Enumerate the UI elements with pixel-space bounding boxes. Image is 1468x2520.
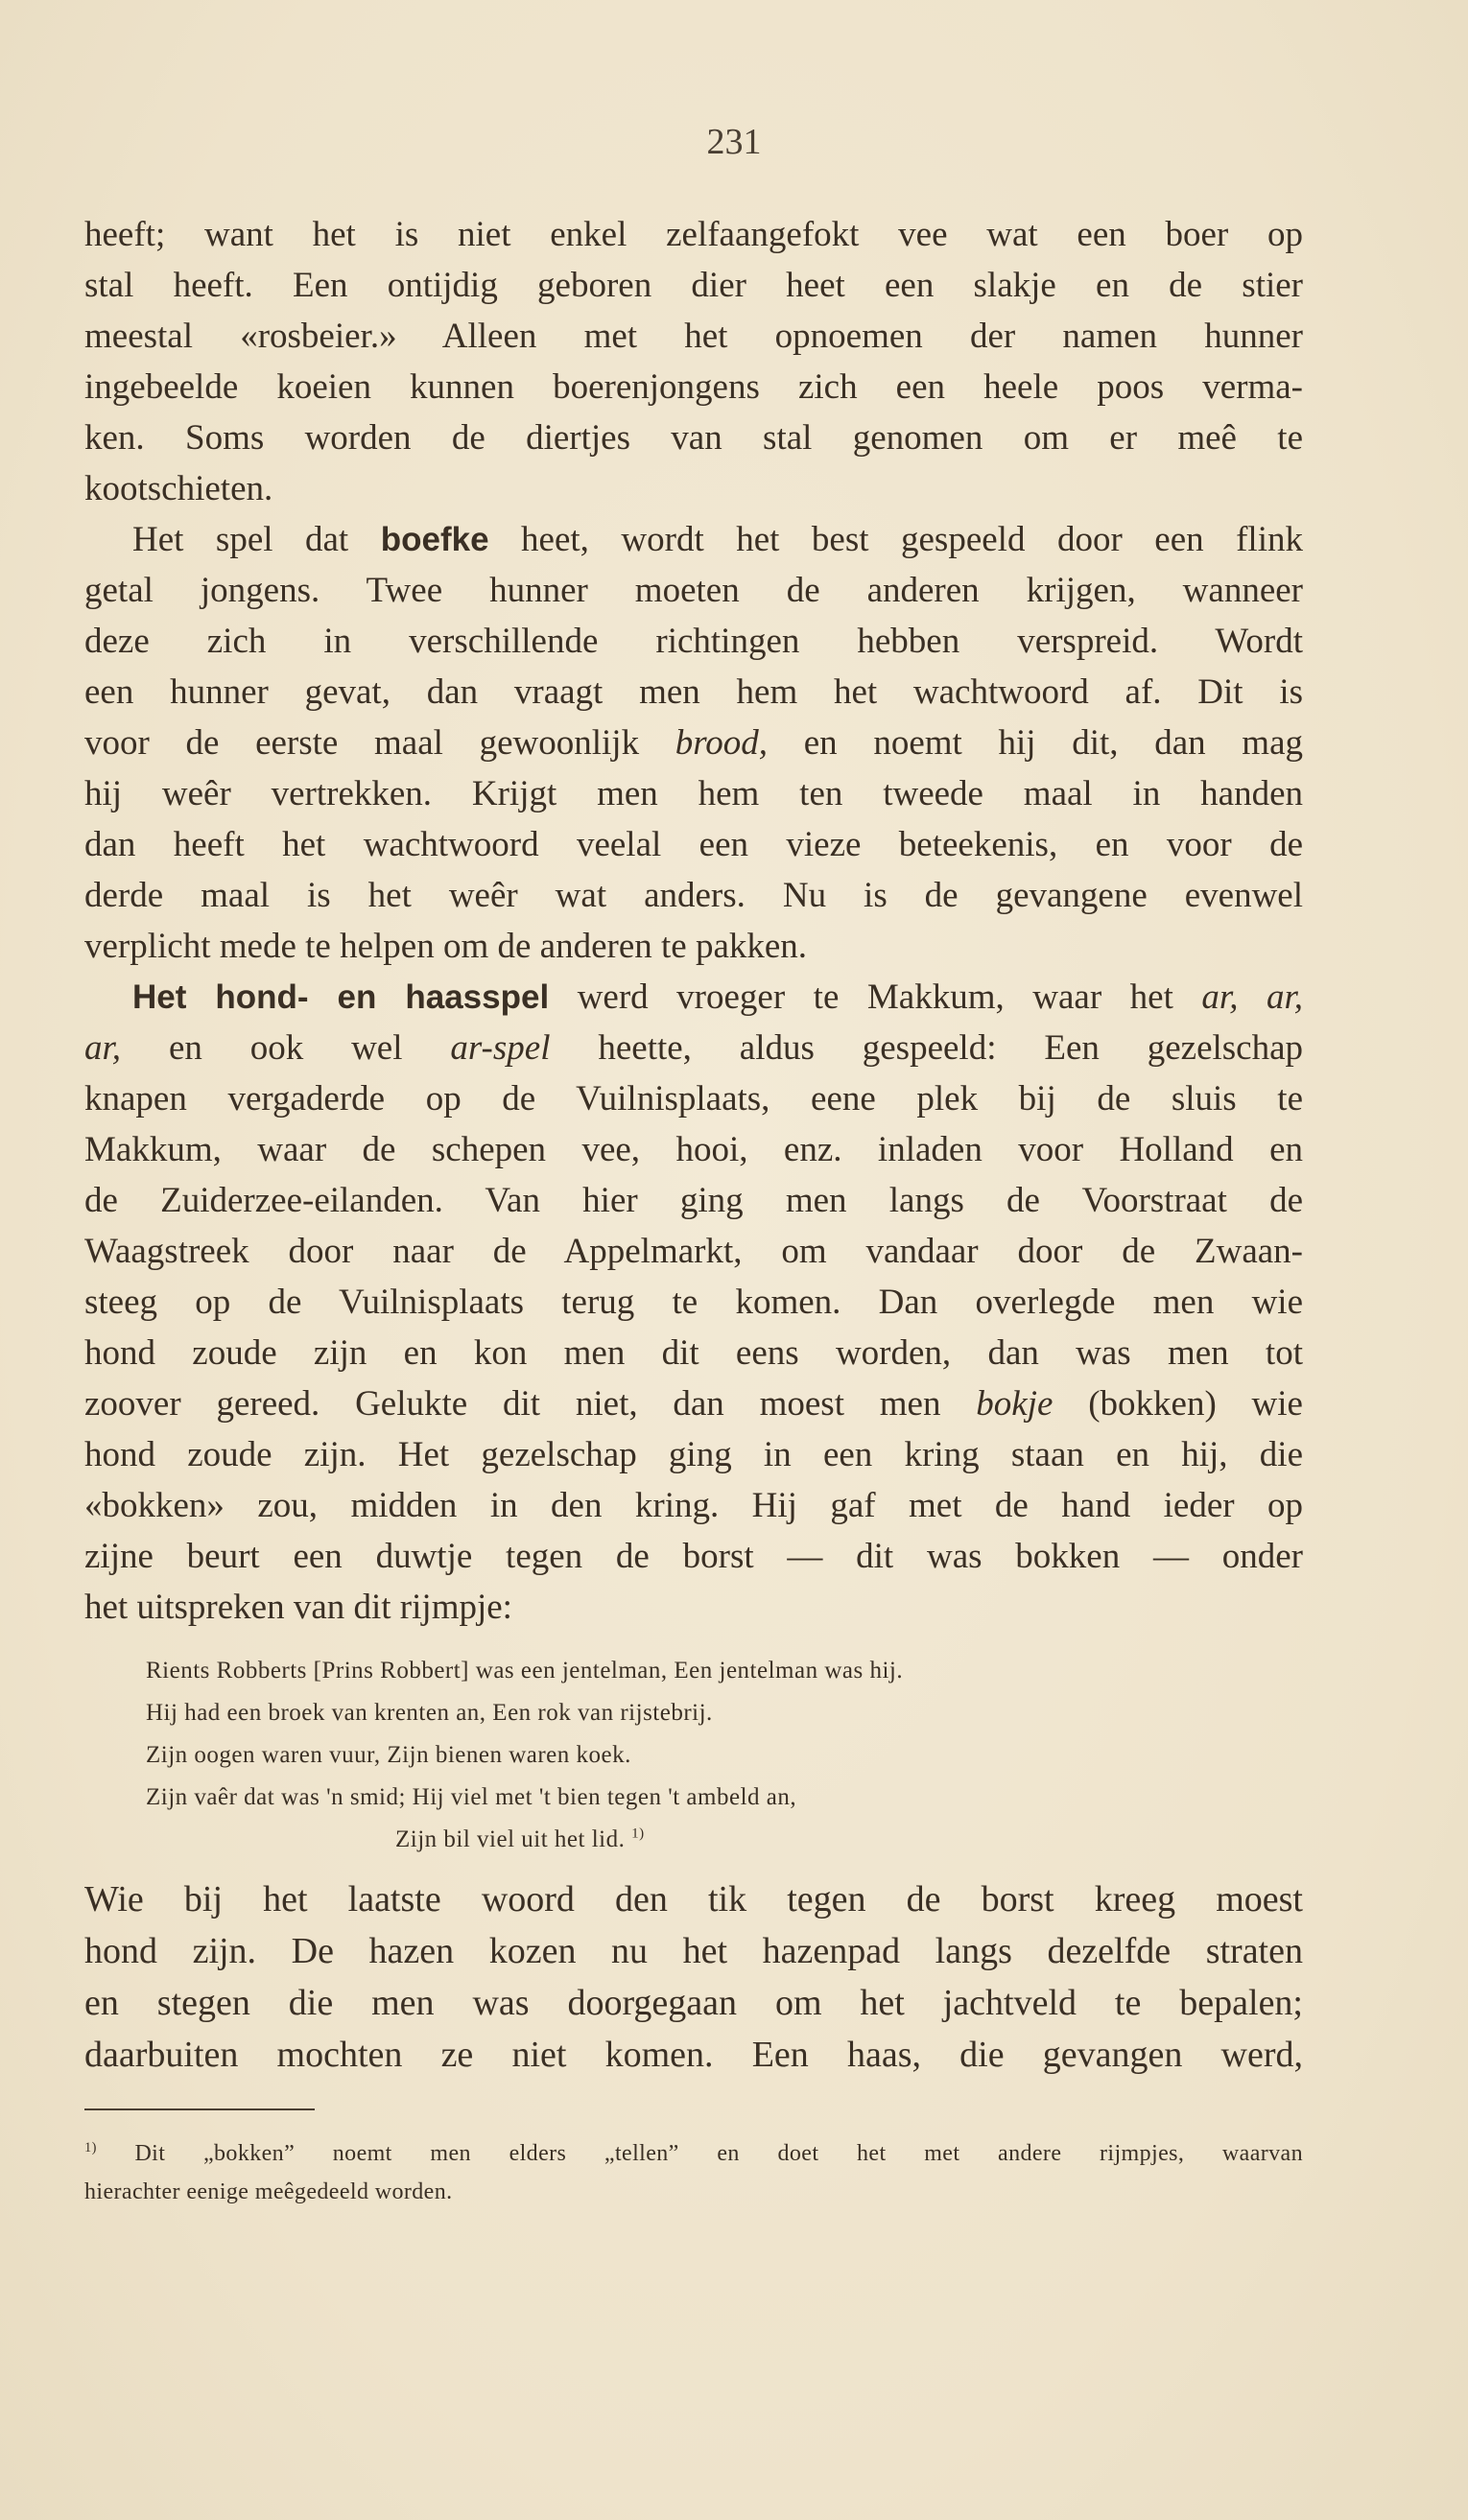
italic-word: ar-spel <box>450 1028 551 1068</box>
text-line: Wie bij het laatste woord den tik tegen de borst kreeg moest <box>84 1879 1303 1919</box>
text-line: knapen vergaderde op de Vuilnisplaats, eene plek bij de sluis te <box>84 1079 1303 1119</box>
text-line: het uitspreken van dit rijmpje: <box>84 1588 512 1627</box>
verse-line: Rients Robberts [Prins Robbert] was een jentelman, Een jentelman was hij. <box>146 1658 904 1684</box>
text-line: deze zich in verschillende richtingen hebben verspreid. Wordt <box>84 622 1303 661</box>
text-line: ingebeelde koeien kunnen boerenjongens zich een heele poos verma- <box>84 367 1303 407</box>
text-line: dan heeft het wachtwoord veelal een vieze beteekenis, en voor de <box>84 825 1303 864</box>
italic-word: bokje <box>976 1384 1054 1424</box>
text-line: verplicht mede te helpen om de anderen te pakken. <box>84 927 808 966</box>
text-line: stal heeft. Een ontijdig geboren dier heet een slakje en de stier <box>84 266 1303 305</box>
footnote-line <box>84 2134 1303 2173</box>
footnote-marker: 1) <box>84 2140 97 2155</box>
verse-line: Zijn vaêr dat was 'n smid; Hij viel met 't bien tegen 't ambeld an, <box>146 1784 797 1810</box>
footnote-line: hierachter eenige meêgedeeld worden. <box>84 2179 453 2204</box>
page-number: 231 <box>706 122 762 162</box>
text-line: een hunner gevat, dan vraagt men hem het wachtwoord af. Dit is <box>84 672 1303 712</box>
text-span: heet, wordt het best gespeeld door een flink <box>521 520 1303 559</box>
text-line <box>84 1378 1303 1429</box>
text-line: heeft; want het is niet enkel zelfaangefokt vee wat een boer op <box>84 215 1303 254</box>
text-line: en stegen die men was doorgegaan om het jachtveld te bepalen; <box>84 1983 1303 2023</box>
text-line: daarbuiten mochten ze niet komen. Een haas, die gevangen werd, <box>84 2035 1303 2075</box>
text-line: meestal «rosbeier.» Alleen met het opnoemen der namen hunner <box>84 317 1303 356</box>
footnote-divider <box>84 2108 315 2110</box>
footnote <box>84 2134 1303 2211</box>
text-line: Waagstreek door naar de Appelmarkt, om vandaar door de Zwaan- <box>84 1232 1303 1271</box>
main-text-block-continued <box>84 1873 1303 2081</box>
text-line: kootschieten. <box>84 469 273 508</box>
text-line: hij weêr vertrekken. Krijgt men hem ten tweede maal in handen <box>84 774 1303 813</box>
italic-word: brood, <box>675 723 769 763</box>
italic-word: ar, <box>84 1028 122 1068</box>
verse-last-text: Zijn bil viel uit het lid. <box>395 1826 626 1852</box>
text-line: getal jongens. Twee hunner moeten de anderen krijgen, wanneer <box>84 571 1303 610</box>
game-name-hond-en-haasspel: Het hond- en haasspel <box>132 978 550 1016</box>
text-span: voor de eerste maal gewoonlijk <box>84 723 640 763</box>
text-span: werd vroeger te Makkum, waar het <box>577 977 1173 1017</box>
text-line: hond zijn. De hazen kozen nu het hazenpad langs dezelfde straten <box>84 1931 1303 1971</box>
text-span: Het spel dat <box>132 520 349 559</box>
text-span: heette, aldus gespeeld: Een gezelschap <box>598 1028 1304 1068</box>
verse-line <box>146 1819 1211 1861</box>
text-span: zoover gereed. Gelukte dit niet, dan moest men <box>84 1384 941 1424</box>
text-line: hond zoude zijn en kon men dit eens worden, dan was men tot <box>84 1333 1303 1373</box>
rhyme-verse <box>146 1650 1211 1861</box>
italic-word: ar, ar, <box>1201 977 1303 1017</box>
text-span: (bokken) wie <box>1088 1384 1303 1424</box>
text-line: zijne beurt een duwtje tegen de borst — dit was bokken — onder <box>84 1537 1303 1576</box>
text-line <box>84 718 1303 768</box>
text-line: steeg op de Vuilnisplaats terug te komen. Dan overlegde men wie <box>84 1283 1303 1322</box>
footnote-text: Dit „bokken” noemt men elders „tellen” en doet het met andere rijmpjes, waarvan <box>134 2141 1303 2166</box>
text-line: derde maal is het weêr wat anders. Nu is de gevangene evenwel <box>84 876 1303 915</box>
verse-line: Zijn oogen waren vuur, Zijn bienen waren koek. <box>146 1742 631 1768</box>
text-line <box>84 514 1303 565</box>
verse-line: Hij had een broek van krenten an, Een rok van rijstebrij. <box>146 1700 713 1726</box>
text-line <box>84 1023 1303 1073</box>
text-line: «bokken» zou, midden in den kring. Hij gaf met de hand ieder op <box>84 1486 1303 1525</box>
text-span: en noemt hij dit, dan mag <box>803 723 1304 763</box>
text-span: en ook wel <box>168 1028 403 1068</box>
text-line: de Zuiderzee-eilanden. Van hier ging men langs de Voorstraat de <box>84 1181 1303 1220</box>
text-line: Makkum, waar de schepen vee, hooi, enz. inladen voor Holland en <box>84 1130 1303 1169</box>
text-line: hond zoude zijn. Het gezelschap ging in een kring staan en hij, die <box>84 1435 1303 1474</box>
main-text-block <box>84 209 1303 1633</box>
footnote-reference: 1) <box>631 1825 645 1842</box>
text-line: ken. Soms worden de diertjes van stal genomen om er meê te <box>84 418 1303 458</box>
game-name-boefke: boefke <box>380 521 489 558</box>
text-line <box>84 972 1303 1023</box>
